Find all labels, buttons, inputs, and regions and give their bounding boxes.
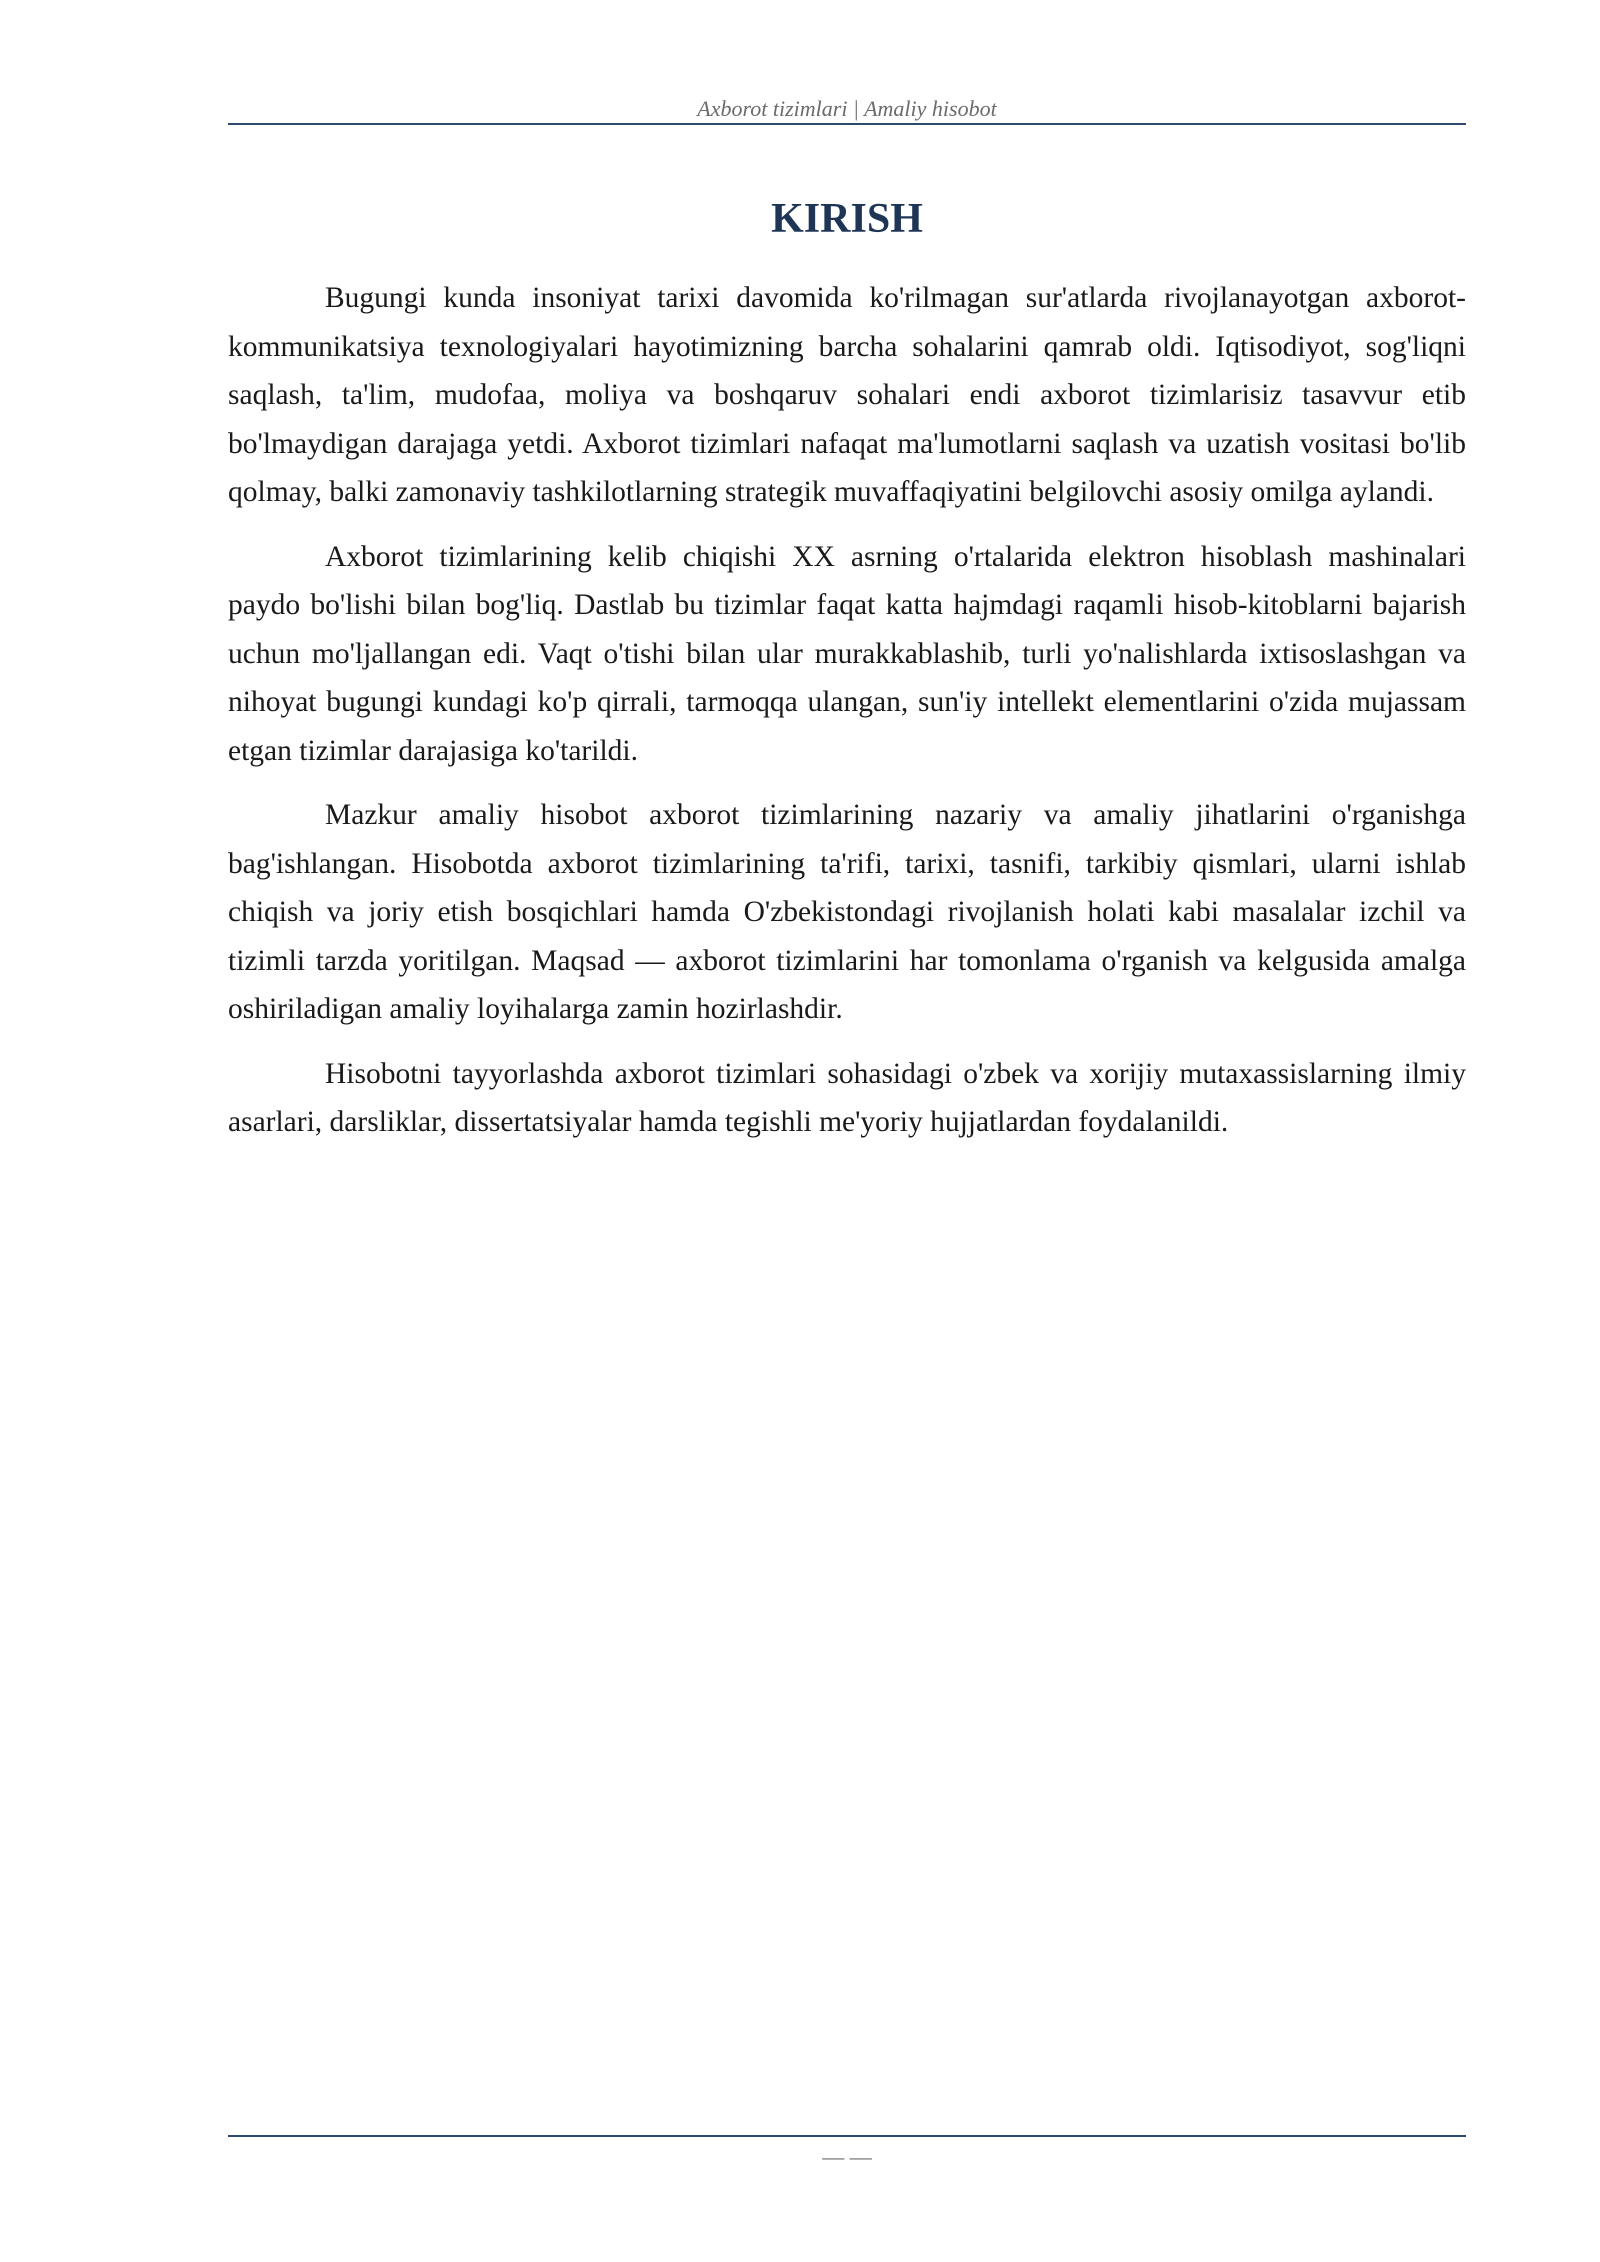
page-number: — —	[822, 2144, 872, 2169]
header-rule	[228, 123, 1466, 125]
paragraph: Hisobotni tayyorlashda axborot tizimlari sohasidagi o'zbek va xorijiy mutaxassislarning ilmiy asarlari, darsliklar, dissertatsiyalar hamda tegishli me'yoriy hujjatlardan foydalanildi.	[228, 1057, 1466, 1138]
paragraph: Axborot tizimlarining kelib chiqishi XX asrning o'rtalarida elektron hisoblash mashinalari paydo bo'lishi bilan bog'liq. Dastlab bu tizimlar faqat katta hajmdagi raqamli hisob-kitoblarni bajarish uchun mo'ljallangan edi. Vaqt o'tishi bilan ular murakkablashib, turli yo'nalishlarda ixtisoslashgan va nihoyat bugungi kundagi ko'p qirrali, tarmoqqa ulangan, sun'iy intellekt elementlarini o'zida mujassam etgan tizimlar darajasiga ko'tarildi.	[228, 540, 1466, 767]
paragraph: Mazkur amaliy hisobot axborot tizimlarining nazariy va amaliy jihatlarini o'rganishga bag'ishlangan. Hisobotda axborot tizimlarining ta'rifi, tarixi, tasnifi, tarkibiy qismlari, ularni ishlab chiqish va joriy etish bosqichlari hamda O'zbekistondagi rivojlanish holati kabi masalalar izchil va tizimli tarzda yoritilgan. Maqsad — axborot tizimlarini har tomonlama o'rganish va kelgusida amalga oshiriladigan amaliy loyihalarga zamin hozirlashdir.	[228, 799, 1466, 1025]
footer-rule	[228, 2135, 1466, 2137]
paragraph: Bugungi kunda insoniyat tarixi davomida ko'rilmagan sur'atlarda rivojlanayotgan axborot-kommunikatsiya texnologiyalari hayotimizning barcha sohalarini qamrab oldi. Iqtisodiyot, sog'liqni saqlash, ta'lim, mudofaa, moliya va boshqaruv sohalari endi axborot tizimlarisiz tasavvur etib bo'lmaydigan darajaga yetdi. Axborot tizimlari nafaqat ma'lumotlarni saqlash va uzatish vositasi bo'lib qolmay, balki zamonaviy tashkilotlarning strategik muvaffaqiyatini belgilovchi asosiy omilga aylandi.	[228, 282, 1466, 508]
running-header: Axborot tizimlari | Amaliy hisobot	[697, 96, 997, 121]
section-body	[228, 274, 1466, 1163]
section-title: KIRISH	[771, 196, 923, 242]
